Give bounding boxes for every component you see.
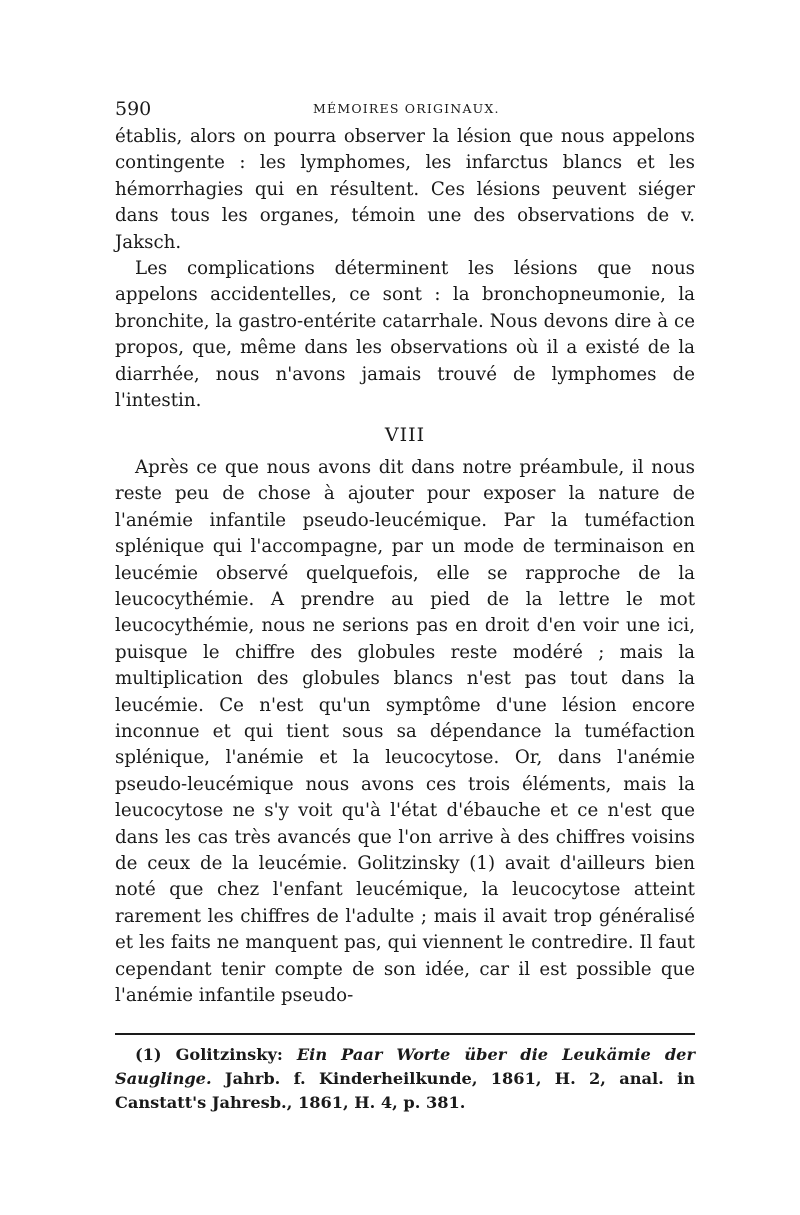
running-title: MÉMOIRES ORIGINAUX. bbox=[313, 101, 500, 116]
footnote-rule bbox=[115, 1033, 695, 1035]
footnote bbox=[115, 1043, 695, 1115]
section-heading: VIII bbox=[384, 424, 426, 447]
paragraph-2: Les complications déterminent les lésions que nous appelons accidentelles, ce sont : la bronchopneumonie, la bronchite, la gastro-entérite catarrhale. Nous devons dire à ce propos, que, même dans les observations où il a existé de la diarrhée, nous n'avons jamais trouvé de lymphomes de l'intestin. bbox=[115, 258, 695, 412]
footnote-suffix: Jahrb. f. Kinderheilkunde, 1861, H. 2, anal. in Canstatt's Jahresb., 1861, H. 4, p. 381. bbox=[115, 1069, 695, 1112]
footnote-prefix: (1) Golitzinsky: bbox=[135, 1045, 297, 1064]
page-header bbox=[115, 98, 695, 122]
body-text bbox=[115, 124, 695, 1009]
paragraph-3: Après ce que nous avons dit dans notre préambule, il nous reste peu de chose à ajouter pour exposer la nature de l'anémie infantile pseudo-leucémique. Par la tuméfaction splénique qui l'accompagne, par un mode de terminaison en leucémie observé quelquefois, elle se rapproche de la leucocythémie. A prendre au pied de la lettre le mot leucocythémie, nous ne serions pas en droit d'en voir une ici, puisque le chiffre des globules reste modéré ; mais la multiplication des globules blancs n'est pas tout dans la leucémie. Ce n'est qu'un symptôme d'une lésion encore inconnue et qui tient sous sa dépendance la tuméfaction splénique, l'anémie et la leucocytose. Or, dans l'anémie pseudo-leucémique nous avons ces trois éléments, mais la leucocytose ne s'y voit qu'à l'état d'ébauche et ce n'est que dans les cas très avancés que l'on arrive à des chiffres voisins de ceux de la leucémie. Golitzinsky (1) avait d'ailleurs bien noté que chez l'enfant leucémique, la leucocytose atteint rarement les chiffres de l'adulte ; mais il avait trop généralisé et les faits ne manquent pas, qui viennent le contredire. Il faut cependant tenir compte de son idée, car il est possible que l'anémie infantile pseudo- bbox=[115, 456, 695, 1006]
page-number: 590 bbox=[115, 98, 152, 120]
paragraph-1: établis, alors on pourra observer la lésion que nous appelons contingente : les lymphomes, les infarctus blancs et les hémorrhagies qui en résultent. Ces lésions peuvent siéger dans tous les organes, témoin une des observations de v. Jaksch. bbox=[115, 126, 695, 253]
footnote-title: Ein Paar Worte über die Leukämie der Sauglinge. bbox=[115, 1045, 695, 1088]
